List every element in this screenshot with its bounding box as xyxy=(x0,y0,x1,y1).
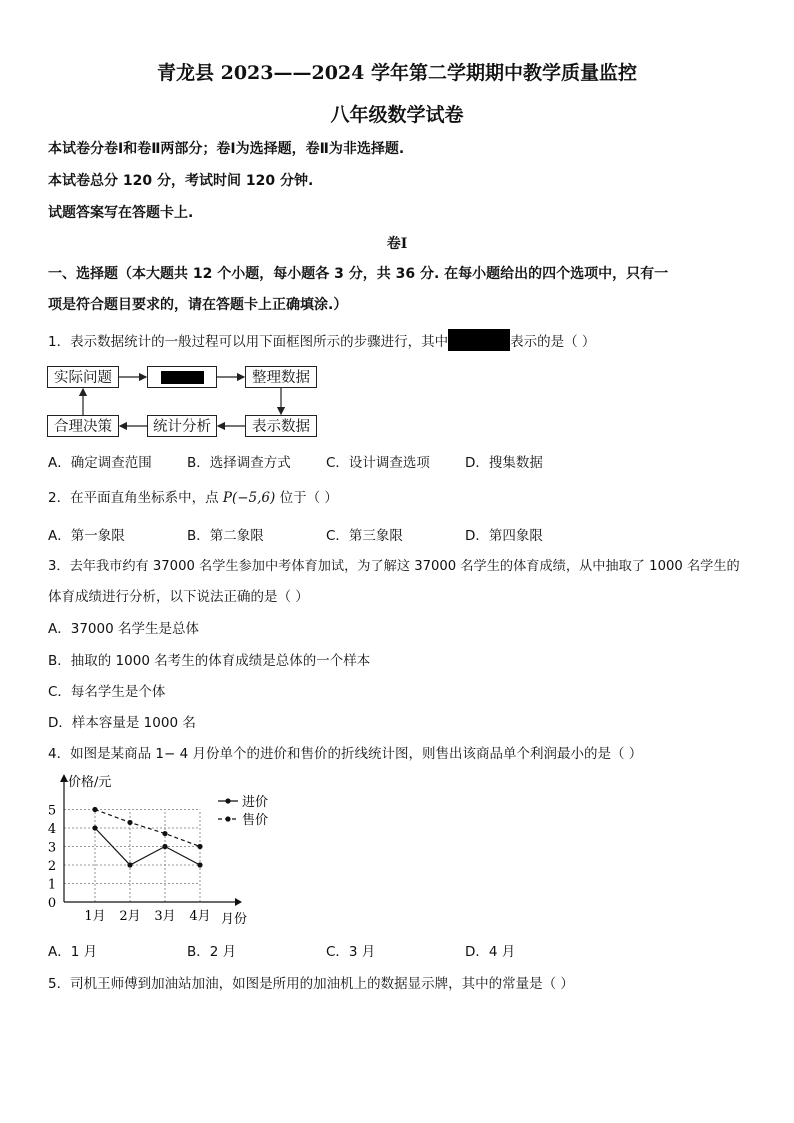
x-axis-arrow xyxy=(235,898,242,906)
q4-option-c[interactable]: C．3 月 xyxy=(326,944,376,960)
section-instruction-2: 项是符合题目要求的，请在答题卡上正确填涂.） xyxy=(48,297,348,313)
exam-title: 青龙县 2023——2024 学年第二学期期中教学质量监控 xyxy=(157,62,637,84)
q3-option-a[interactable]: A．37000 名学生是总体 xyxy=(48,621,199,637)
q4-line-chart xyxy=(40,768,270,928)
q2-stem xyxy=(48,486,338,506)
legend-label-1: 进价 xyxy=(242,795,269,810)
x-tick-label: 2月 xyxy=(119,909,141,924)
q2-stem-after: 位于（ ） xyxy=(275,490,338,506)
note-2: 本试卷总分 120 分，考试时间 120 分钟. xyxy=(48,173,314,189)
flow-box-decision: 合理决策 xyxy=(47,415,119,437)
section-label: 卷Ⅰ xyxy=(386,236,408,252)
flow-box-represent-data: 表示数据 xyxy=(245,415,317,437)
y-tick-label: 5 xyxy=(47,803,57,819)
y-tick-label: 1 xyxy=(47,877,57,893)
q1-option-c[interactable]: C．设计调查选项 xyxy=(326,455,430,471)
section-instruction-1: 一、选择题（本大题共 12 个小题，每小题各 3 分，共 36 分. 在每小题给出的四个选项中，只有一 xyxy=(48,266,669,282)
y-tick-label: 2 xyxy=(47,859,57,874)
q1-option-b[interactable]: B．选择调查方式 xyxy=(187,455,291,471)
q2-option-d[interactable]: D．第四象限 xyxy=(465,528,543,544)
q1-stem-before: 1．表示数据统计的一般过程可以用下面框图所示的步骤进行，其中 xyxy=(48,334,449,350)
legend-marker-1 xyxy=(225,798,230,803)
note-1: 本试卷分卷Ⅰ和卷Ⅱ两部分；卷Ⅰ为选择题，卷Ⅱ为非选择题. xyxy=(48,141,405,157)
x-tick-label: 3月 xyxy=(154,909,176,924)
x-tick-label: 1月 xyxy=(84,909,106,924)
flow-box-organize-data: 整理数据 xyxy=(245,366,317,388)
y-axis-arrow xyxy=(60,774,68,782)
q2-option-c[interactable]: C．第三象限 xyxy=(326,528,403,544)
y-tick-label: 4 xyxy=(47,822,57,837)
q1-option-d[interactable]: D．搜集数据 xyxy=(465,455,543,471)
q4-option-d[interactable]: D．4 月 xyxy=(465,944,516,960)
flow-arrows xyxy=(0,0,340,450)
q3-stem-line1: 3．去年我市约有 37000 名学生参加中考体育加试，为了解这 37000 名学生的体育成绩，从中抽取了 1000 名学生的 xyxy=(48,559,740,574)
q1-options xyxy=(48,451,543,471)
series-1-point xyxy=(127,862,132,867)
q1-stem-after: 表示的是（ ） xyxy=(510,334,596,350)
q4-options xyxy=(48,940,515,960)
x-tick-label: 4月 xyxy=(189,909,211,924)
series-1-point xyxy=(162,844,167,849)
flow-box-real-problem: 实际问题 xyxy=(47,366,119,388)
q3-option-d[interactable]: D．样本容量是 1000 名 xyxy=(48,715,196,731)
y-axis-title: 价格/元 xyxy=(68,775,112,790)
series-2-point xyxy=(197,844,202,849)
q2-options xyxy=(48,524,543,544)
q2-stem-before: 2．在平面直角坐标系中，点 xyxy=(48,490,223,506)
series-2-point xyxy=(162,831,167,836)
q4-option-b[interactable]: B．2 月 xyxy=(187,944,237,960)
x-axis-title: 月份 xyxy=(221,912,248,927)
q1-redacted-box xyxy=(448,329,510,351)
series-2-point xyxy=(92,807,97,812)
exam-subtitle: 八年级数学试卷 xyxy=(330,104,464,126)
q2-option-b[interactable]: B．第二象限 xyxy=(187,528,264,544)
legend-marker-2 xyxy=(225,816,230,821)
q2-option-a[interactable]: A．第一象限 xyxy=(48,528,125,544)
q2-point: P(−5,6) xyxy=(222,490,276,506)
flow-box-stat-analysis: 统计分析 xyxy=(147,415,217,437)
series-1-point xyxy=(197,862,202,867)
q3-option-c[interactable]: C．每名学生是个体 xyxy=(48,684,166,700)
note-3: 试题答案写在答题卡上. xyxy=(48,205,194,221)
series-1-point xyxy=(92,825,97,830)
y-tick-label: 3 xyxy=(47,840,57,856)
series-2-point xyxy=(127,820,132,825)
q5-stem: 5．司机王师傅到加油站加油，如图是所用的加油机上的数据显示牌，其中的常量是（ ） xyxy=(48,976,574,992)
q4-option-a[interactable]: A．1 月 xyxy=(48,944,98,960)
y-tick-label: 0 xyxy=(47,896,57,911)
q3-stem-line2: 体育成绩进行分析，以下说法正确的是（ ） xyxy=(48,589,309,605)
q1-option-a[interactable]: A．确定调查范围 xyxy=(48,455,152,471)
q4-stem: 4．如图是某商品 1− 4 月份单个的进价和售价的折线统计图，则售出该商品单个利润最小的是（ ） xyxy=(48,746,643,762)
q3-option-b[interactable]: B．抽取的 1000 名考生的体育成绩是总体的一个样本 xyxy=(48,653,371,669)
legend-label-2: 售价 xyxy=(242,813,269,828)
